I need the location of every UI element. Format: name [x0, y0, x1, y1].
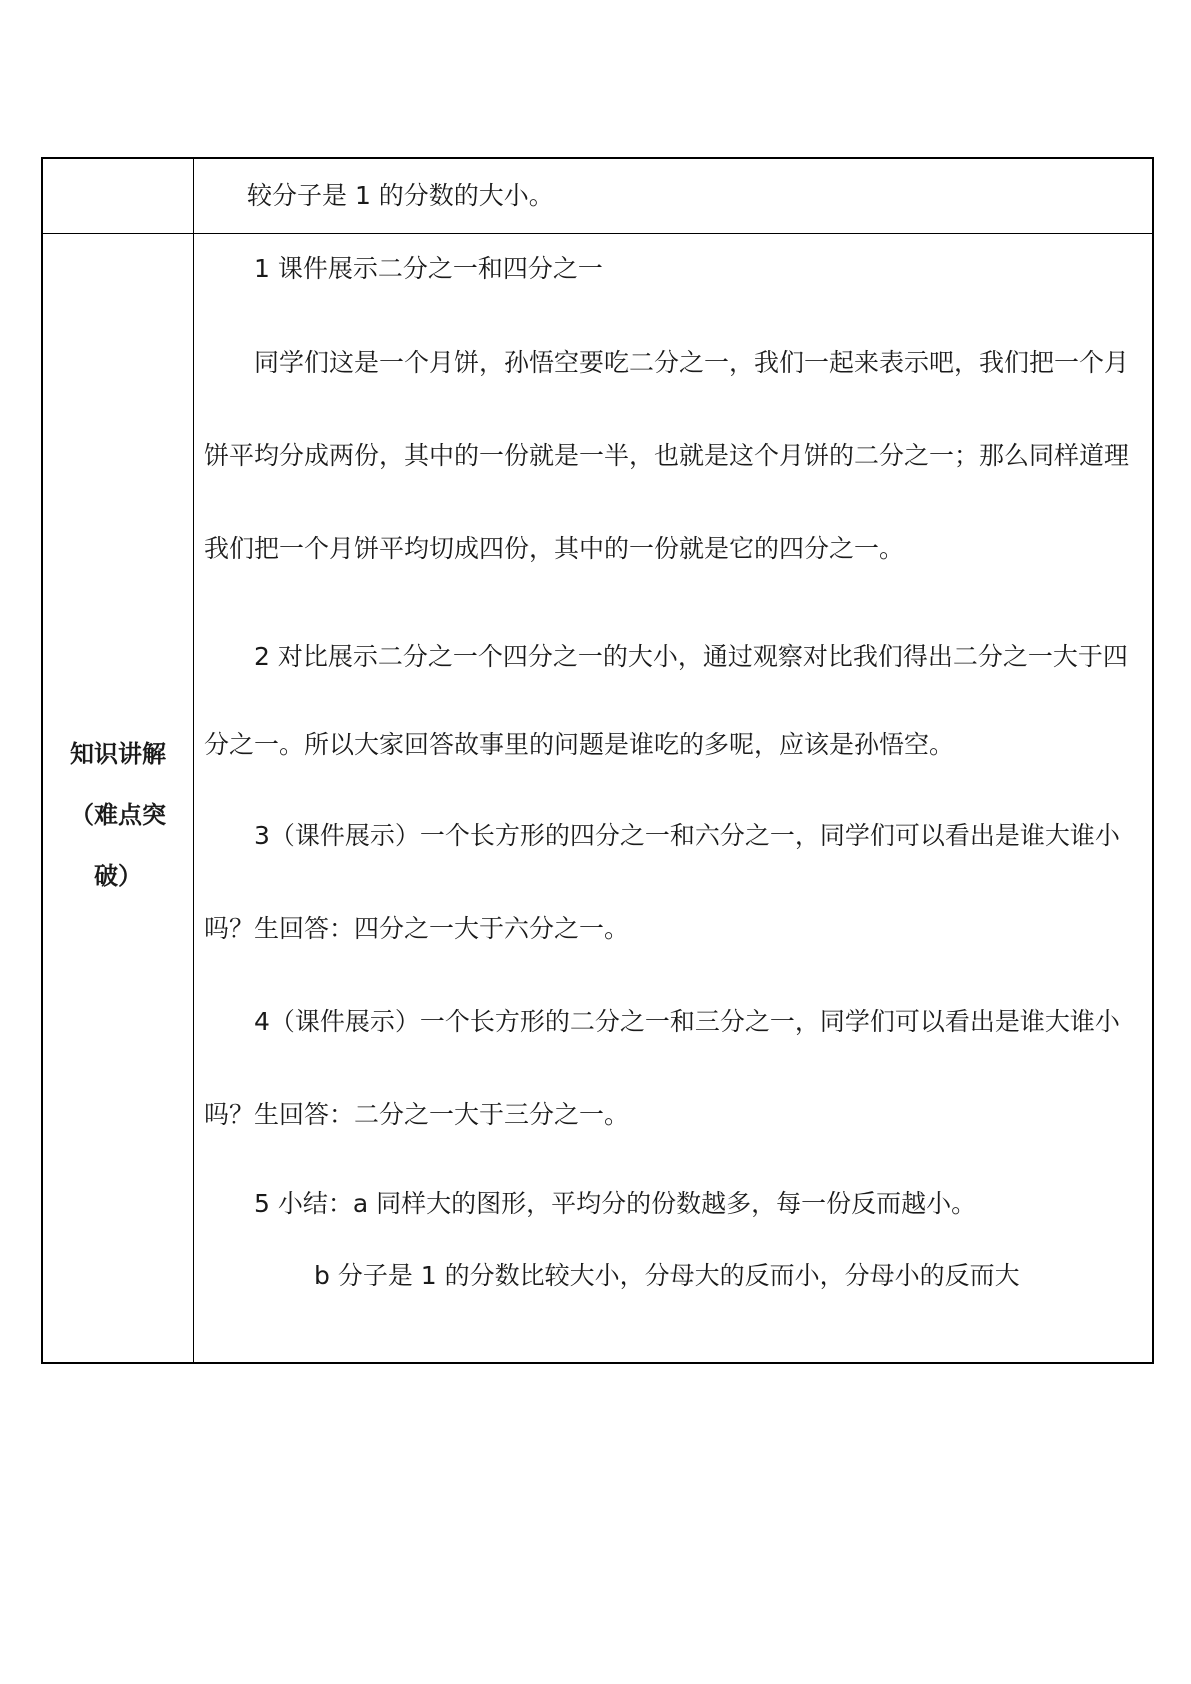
- objective-continuation: 较分子是 1 的分数的大小。: [247, 181, 554, 210]
- paragraph-summary-a: 5 小结：a 同样大的图形，平均分的份数越多，每一份反而越小。: [254, 1189, 977, 1218]
- content-cell-objective: [194, 158, 1154, 234]
- paragraph-step-4: 4（课件展示）一个长方形的二分之一和三分之一，同学们可以看出是谁大谁小吗？生回答：二分之一大于三分之一。: [204, 1007, 1120, 1129]
- row-label-cell-empty: [42, 158, 194, 234]
- content-cell-knowledge: [194, 234, 1154, 1364]
- table-row: [42, 234, 1153, 1364]
- row-label-cell: [42, 234, 194, 1364]
- knowledge-body: [194, 234, 1152, 1301]
- paragraph-step-1: 1 课件展示二分之一和四分之一: [254, 254, 603, 283]
- section-label-line-3: 破）: [94, 862, 142, 890]
- section-label-line-1: 知识讲解: [70, 740, 166, 768]
- paragraph-summary-b: b 分子是 1 的分数比较大小，分母大的反而小，分母小的反而大: [314, 1261, 1020, 1290]
- paragraph-step-3: 3（课件展示）一个长方形的四分之一和六分之一，同学们可以看出是谁大谁小吗？生回答：四分之一大于六分之一。: [204, 821, 1120, 943]
- lesson-table: [41, 157, 1154, 1364]
- paragraph-mooncake: 同学们这是一个月饼，孙悟空要吃二分之一，我们一起来表示吧，我们把一个月饼平均分成两份，其中的一份就是一半，也就是这个月饼的二分之一；那么同样道理我们把一个月饼平均切成四份，其中的一份就是它的四分之一。: [204, 348, 1130, 563]
- table-row: [42, 158, 1153, 234]
- paragraph-step-2: 2 对比展示二分之一个四分之一的大小，通过观察对比我们得出二分之一大于四分之一。所以大家回答故事里的问题是谁吃的多呢，应该是孙悟空。: [204, 642, 1128, 759]
- section-label-line-2: （难点突: [70, 801, 166, 829]
- section-label: [53, 689, 183, 907]
